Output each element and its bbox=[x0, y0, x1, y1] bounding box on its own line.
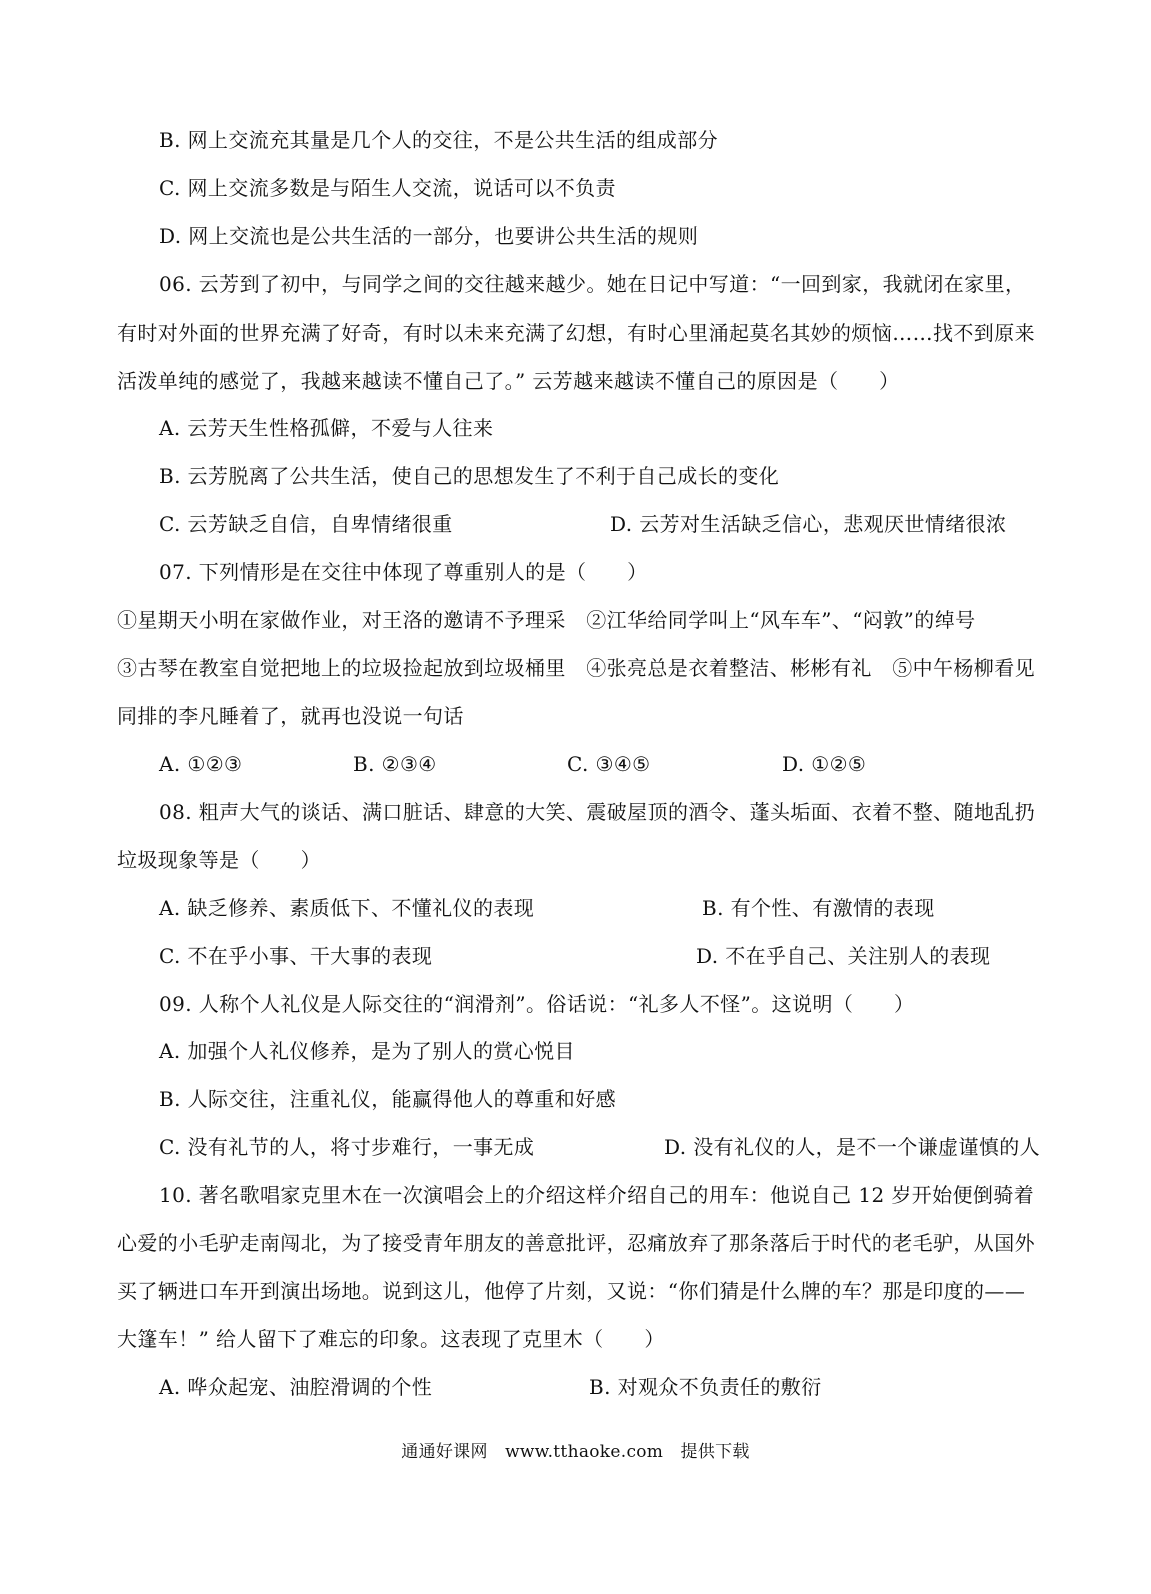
q06-option-d: D. 云芳对生活缺乏信心，悲观厌世情绪很浓 bbox=[610, 512, 1007, 536]
q10-option-a: A. 哗众起宠、油腔滑调的个性 bbox=[159, 1375, 433, 1399]
q06-stem-line-3: 活泼单纯的感觉了，我越来越读不懂自己了。” 云芳越来越读不懂自己的原因是（ ） bbox=[117, 369, 900, 393]
q07-stem-line-1: 07. 下列情形是在交往中体现了尊重别人的是（ ） bbox=[159, 560, 648, 584]
q10-stem-line-4: 大篷车！” 给人留下了难忘的印象。这表现了克里木（ ） bbox=[117, 1327, 665, 1351]
q10-stem-line-1: 10. 著名歌唱家克里木在一次演唱会上的介绍这样介绍自己的用车：他说自己 12 岁开始便倒骑着 bbox=[159, 1183, 1035, 1207]
q05-option-d: D. 网上交流也是公共生活的一部分，也要讲公共生活的规则 bbox=[159, 224, 699, 248]
q07-option-b: B. ②③④ bbox=[353, 752, 437, 776]
q09-stem: 09. 人称个人礼仪是人际交往的“润滑剂”。俗话说：“礼多人不怪”。这说明（ ） bbox=[159, 992, 915, 1016]
q08-option-b: B. 有个性、有激情的表现 bbox=[702, 896, 935, 920]
q06-option-b: B. 云芳脱离了公共生活，使自己的思想发生了不利于自己成长的变化 bbox=[159, 464, 780, 488]
q08-option-c: C. 不在乎小事、干大事的表现 bbox=[159, 944, 433, 968]
q07-option-d: D. ①②⑤ bbox=[782, 752, 867, 776]
q10-option-b: B. 对观众不负责任的敷衍 bbox=[589, 1375, 822, 1399]
q10-stem-line-3: 买了辆进口车开到演出场地。说到这儿，他停了片刻，又说：“你们猜是什么牌的车？那是印度的—— bbox=[117, 1279, 1026, 1303]
q08-stem-line-2: 垃圾现象等是（ ） bbox=[117, 848, 321, 872]
q08-stem-line-1: 08. 粗声大气的谈话、满口脏话、肆意的大笑、震破屋顶的酒令、蓬头垢面、衣着不整、随地乱扔 bbox=[159, 800, 1036, 824]
footer-download-note: 通通好课网 www.tthaoke.com 提供下载 bbox=[401, 1442, 750, 1462]
q07-stem-line-4: 同排的李凡睡着了，就再也没说一句话 bbox=[117, 704, 464, 728]
q05-option-c: C. 网上交流多数是与陌生人交流，说话可以不负责 bbox=[159, 176, 616, 200]
q09-option-c: C. 没有礼节的人，将寸步难行，一事无成 bbox=[159, 1135, 535, 1159]
q07-option-a: A. ①②③ bbox=[159, 752, 243, 776]
q06-stem-line-1: 06. 云芳到了初中，与同学之间的交往越来越少。她在日记中写道：“一回到家，我就闭在家里， bbox=[159, 272, 1026, 296]
q06-option-c: C. 云芳缺乏自信，自卑情绪很重 bbox=[159, 512, 453, 536]
q10-stem-line-2: 心爱的小毛驴走南闯北，为了接受青年朋友的善意批评，忍痛放弃了那条落后于时代的老毛驴，从国外 bbox=[117, 1231, 1035, 1255]
q09-option-d: D. 没有礼仪的人，是不一个谦虚谨慎的人 bbox=[664, 1135, 1041, 1159]
q09-option-b: B. 人际交往，注重礼仪，能赢得他人的尊重和好感 bbox=[159, 1087, 617, 1111]
q09-option-a: A. 加强个人礼仪修养，是为了别人的赏心悦目 bbox=[159, 1039, 575, 1063]
q07-stem-line-3: ③古琴在教室自觉把地上的垃圾捡起放到垃圾桶里 ④张亮总是衣着整洁、彬彬有礼 ⑤中午杨柳看见 bbox=[117, 656, 1035, 680]
q05-option-b: B. 网上交流充其量是几个人的交往，不是公共生活的组成部分 bbox=[159, 128, 719, 152]
q06-stem-line-2: 有时对外面的世界充满了好奇，有时以未来充满了幻想，有时心里涌起莫名其妙的烦恼……找不到原来 bbox=[117, 321, 1035, 345]
q07-stem-line-2: ①星期天小明在家做作业，对王洛的邀请不予理采 ②江华给同学叫上“风车车”、“闷敦”的绰号 bbox=[117, 608, 976, 632]
q06-option-a: A. 云芳天生性格孤僻，不爱与人往来 bbox=[159, 416, 494, 440]
q07-option-c: C. ③④⑤ bbox=[567, 752, 651, 776]
q08-option-a: A. 缺乏修养、素质低下、不懂礼仪的表现 bbox=[159, 896, 535, 920]
q08-option-d: D. 不在乎自己、关注别人的表现 bbox=[696, 944, 991, 968]
